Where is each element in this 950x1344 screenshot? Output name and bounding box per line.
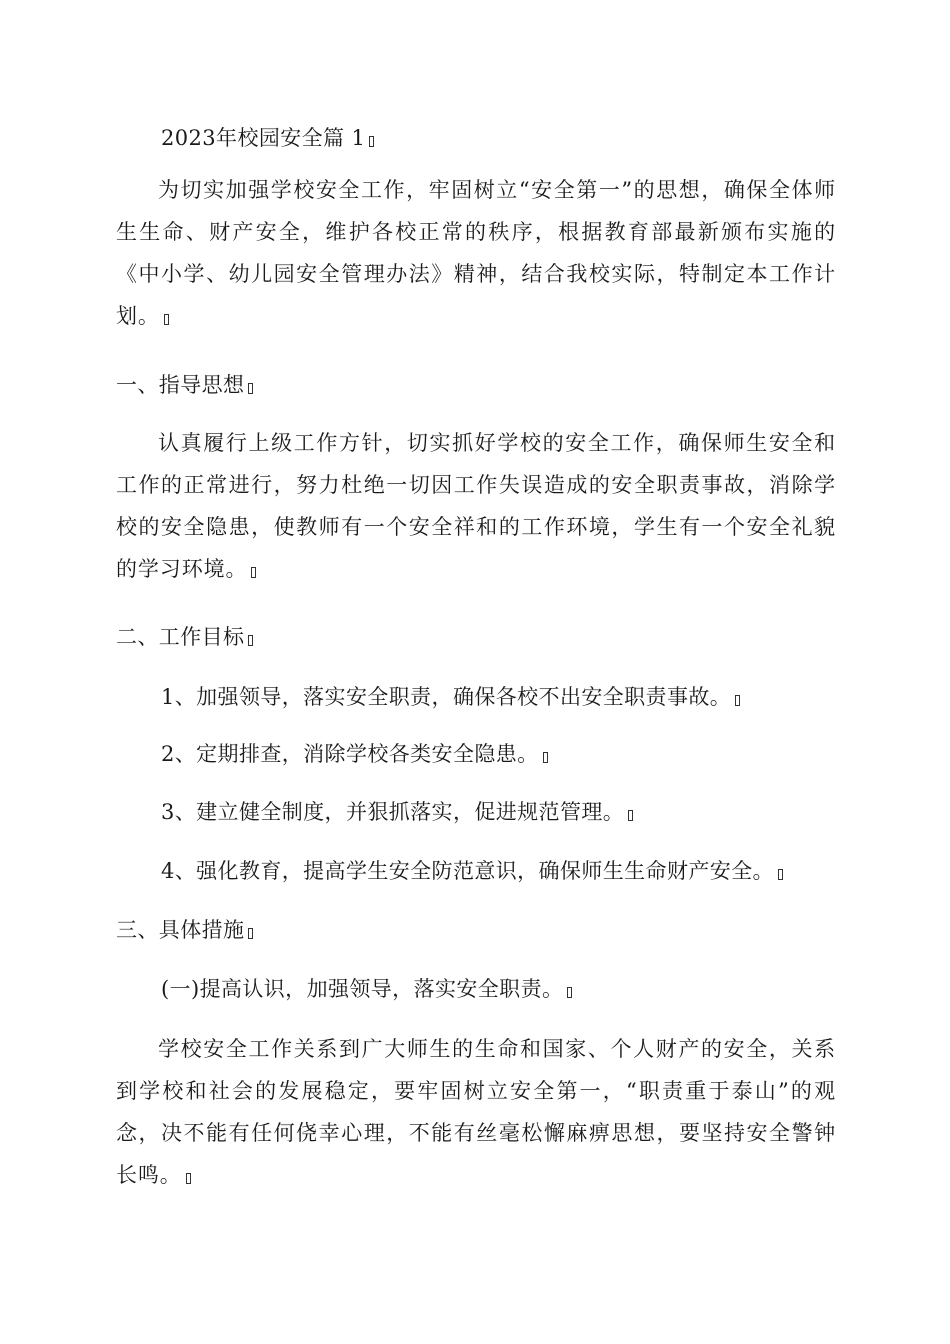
- section-heading-guiding: 一、指导思想: [116, 370, 253, 400]
- goal-item: 4、强化教育，提高学生安全防范意识，确保师生生命财产安全。: [161, 856, 783, 886]
- intro-paragraph: 为切实加强学校安全工作，牢固树立“安全第一”的思想，确保全体师生生命、财产安全，维护各校正常的秩序，根据教育部最新颁布实施的《中小学、幼儿园安全管理办法》精神，结合我校实际，特制定本工作计划。: [116, 178, 836, 328]
- section-heading-measures: 三、具体措施: [116, 915, 253, 945]
- paragraph-mark-icon: [369, 136, 374, 147]
- paragraph-mark-icon: [778, 869, 783, 880]
- goal-item: 2、定期排查，消除学校各类安全隐患。: [161, 739, 548, 769]
- document-title: 2023年校园安全篇 1: [161, 123, 374, 153]
- paragraph-mark-icon: [628, 810, 633, 821]
- paragraph-mark-icon: [543, 752, 548, 763]
- paragraph-mark-icon: [164, 314, 169, 325]
- goal-item: 3、建立健全制度，并狠抓落实，促进规范管理。: [161, 797, 633, 827]
- paragraph-mark-icon: [248, 635, 253, 646]
- paragraph-mark-icon: [248, 928, 253, 939]
- section-heading-goals: 二、工作目标: [116, 622, 253, 652]
- guiding-paragraph: 认真履行上级工作方针，切实抓好学校的安全工作，确保师生安全和工作的正常进行，努力杜绝一切因工作失误造成的安全职责事故，消除学校的安全隐患，使教师有一个安全祥和的工作环境，学生有一个安全礼貌的学习环境。: [116, 431, 836, 581]
- paragraph-mark-icon: [251, 567, 256, 578]
- paragraph-mark-icon: [186, 1173, 191, 1184]
- goal-item: 1、加强领导，落实安全职责，确保各校不出安全职责事故。: [161, 682, 740, 712]
- paragraph-mark-icon: [567, 987, 572, 998]
- measure-heading: (一)提高认识，加强领导，落实安全职责。: [161, 974, 572, 1004]
- paragraph-mark-icon: [735, 695, 740, 706]
- paragraph-mark-icon: [248, 383, 253, 394]
- measure-paragraph: 学校安全工作关系到广大师生的生命和国家、个人财产的安全，关系到学校和社会的发展稳定，要牢固树立安全第一，“职责重于泰山”的观念，决不能有任何侥幸心理，不能有丝毫松懈麻痹思想，要坚持安全警钟长鸣。: [116, 1037, 836, 1187]
